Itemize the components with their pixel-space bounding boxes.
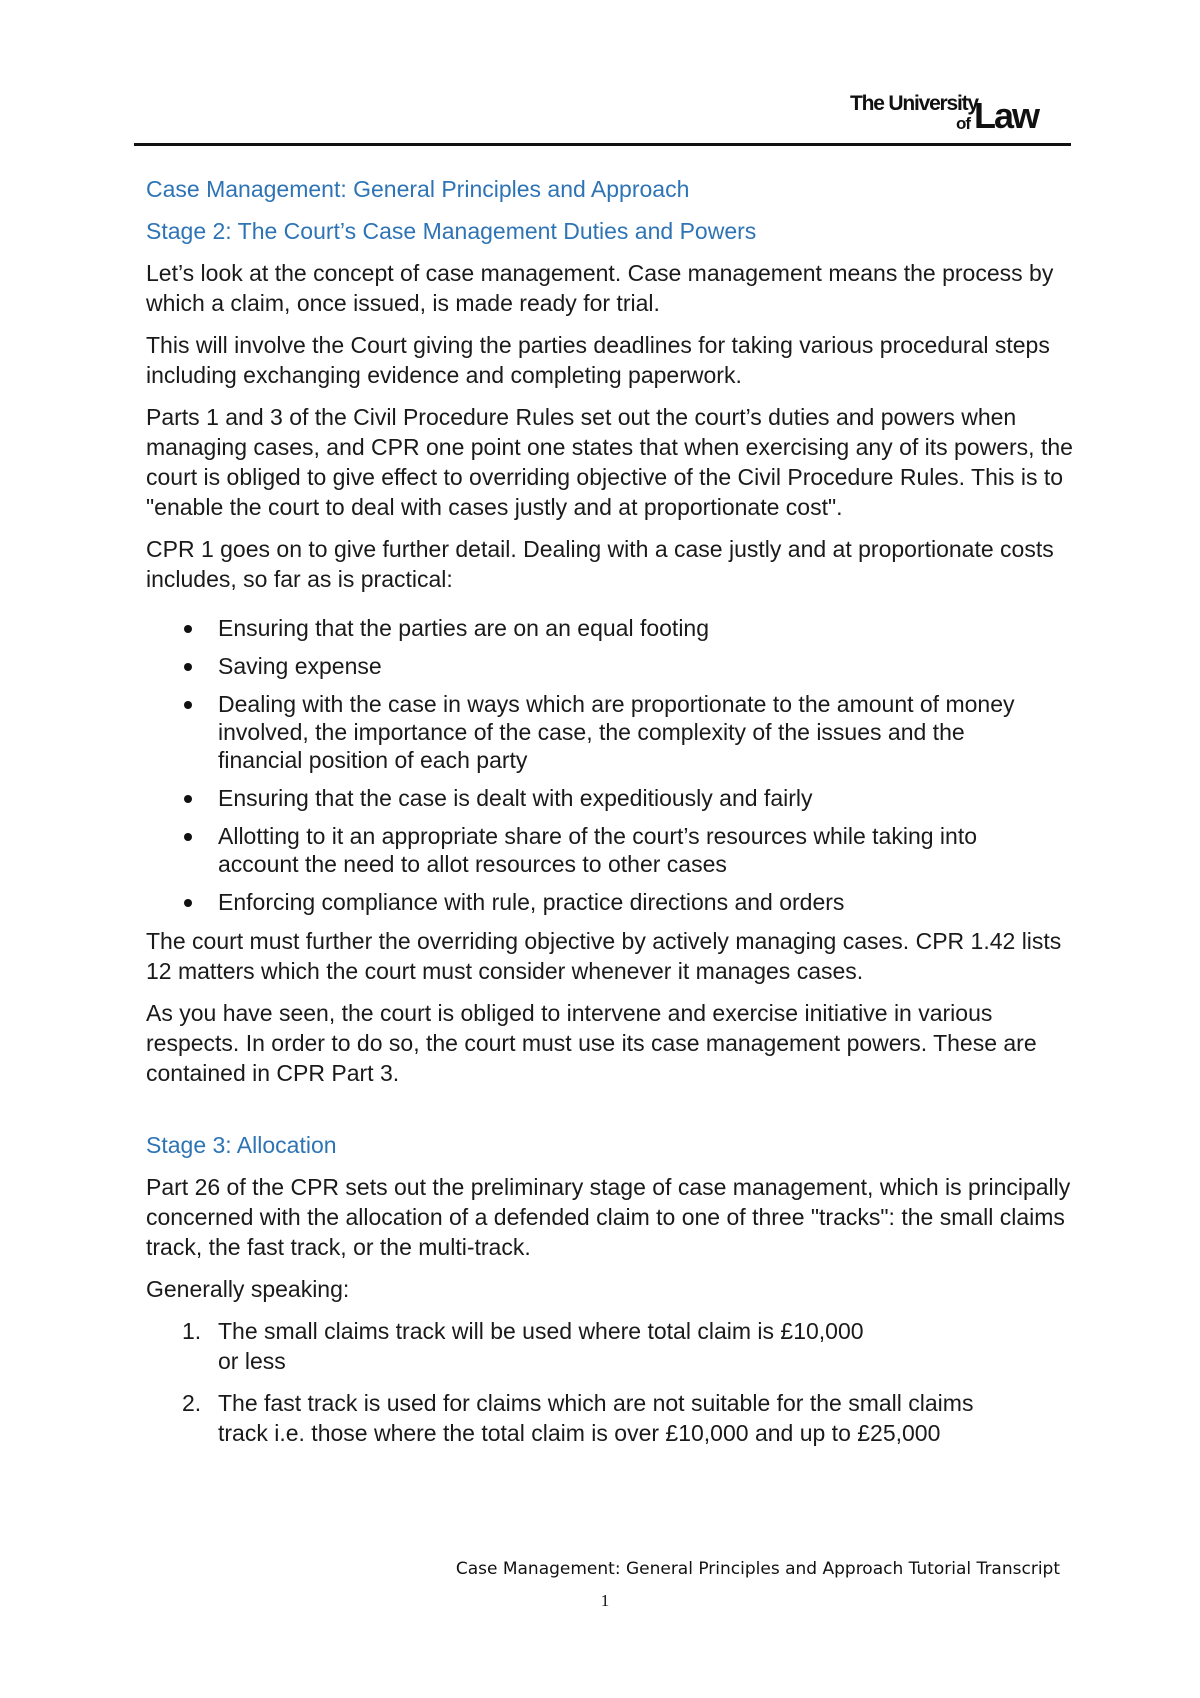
bullet-text: Enforcing compliance with rule, practice directions and orders bbox=[218, 889, 845, 915]
numbered-list bbox=[146, 1316, 1076, 1448]
logo-text-of: of bbox=[956, 114, 971, 133]
paragraph: Let’s look at the concept of case management. Case management means the process by which a claim, once issued, is made ready for trial. bbox=[146, 260, 1054, 316]
paragraph: As you have seen, the court is obliged to intervene and exercise initiative in various respects. In order to do so, the court must use its case management powers. These are contained in CPR Part 3. bbox=[146, 1000, 1037, 1086]
bullet-dot-icon bbox=[184, 625, 192, 633]
bullet-dot-icon bbox=[184, 899, 192, 907]
item-line: The fast track is used for claims which are not suitable for the small claims bbox=[218, 1390, 974, 1416]
page-number: 1 bbox=[600, 1591, 610, 1610]
item-line: The small claims track will be used where total claim is £10,000 bbox=[218, 1318, 864, 1344]
bullet-list bbox=[146, 614, 1076, 916]
paragraph: This will involve the Court giving the parties deadlines for taking various procedural steps including exchanging evidence and completing paperwork. bbox=[146, 332, 1050, 388]
item-line: or less bbox=[218, 1348, 286, 1374]
bullet-text: Allotting to it an appropriate share of the court’s resources while taking into account the need to allot resources to other cases bbox=[218, 823, 977, 877]
header-rule bbox=[134, 143, 1071, 146]
bullet-item bbox=[146, 822, 1076, 878]
paragraph: Generally speaking: bbox=[146, 1276, 350, 1302]
paragraph: The court must further the overriding objective by actively managing cases. CPR 1.42 lists 12 matters which the court must consider whenever it manages cases. bbox=[146, 928, 1062, 984]
bullet-dot-icon bbox=[184, 663, 192, 671]
page-footer: Case Management: General Principles and Approach Tutorial Transcript bbox=[455, 1559, 1060, 1579]
bullet-dot-icon bbox=[184, 795, 192, 803]
bullet-item bbox=[146, 784, 1076, 812]
bullet-item bbox=[146, 888, 1076, 916]
bullet-dot-icon bbox=[184, 701, 192, 709]
stage-3-heading: Stage 3: Allocation bbox=[146, 1132, 337, 1158]
bullet-item bbox=[146, 614, 1076, 642]
bullet-text: Ensuring that the case is dealt with expeditiously and fairly bbox=[218, 785, 813, 811]
item-line: track i.e. those where the total claim is over £10,000 and up to £25,000 bbox=[218, 1420, 941, 1446]
bullet-item bbox=[146, 690, 1076, 774]
numbered-item bbox=[146, 1316, 1076, 1376]
item-number: 1. bbox=[182, 1318, 202, 1344]
logo-text-university: The University bbox=[850, 92, 978, 115]
document-body bbox=[146, 174, 1076, 1460]
item-number: 2. bbox=[182, 1390, 202, 1416]
numbered-item bbox=[146, 1388, 1076, 1448]
bullet-text: Dealing with the case in ways which are proportionate to the amount of money involved, the importance of the case, the complexity of the issues and the financial position of each party bbox=[218, 691, 1015, 773]
bullet-text: Ensuring that the parties are on an equal footing bbox=[218, 615, 710, 641]
bullet-text: Saving expense bbox=[218, 653, 382, 679]
paragraph: CPR 1 goes on to give further detail. Dealing with a case justly and at proportionate costs includes, so far as is practical: bbox=[146, 536, 1054, 592]
paragraph: Part 26 of the CPR sets out the preliminary stage of case management, which is principally concerned with the allocation of a defended claim to one of three "tracks": the small claims track, the fast track, or the multi-track. bbox=[146, 1174, 1071, 1260]
bullet-dot-icon bbox=[184, 833, 192, 841]
stage-2-heading: Stage 2: The Court’s Case Management Duties and Powers bbox=[146, 218, 757, 244]
logo-text-law: Law bbox=[974, 95, 1039, 136]
university-of-law-logo bbox=[850, 92, 1060, 138]
document-title: Case Management: General Principles and Approach bbox=[146, 176, 690, 202]
spacer bbox=[146, 1100, 1076, 1130]
paragraph: Parts 1 and 3 of the Civil Procedure Rules set out the court’s duties and powers when managing cases, and CPR one point one states that when exercising any of its powers, the court is obliged to give effect to overriding objective of the Civil Procedure Rules. This is to "enable the court to deal with cases justly and at proportionate cost". bbox=[146, 404, 1073, 520]
bullet-item bbox=[146, 652, 1076, 680]
